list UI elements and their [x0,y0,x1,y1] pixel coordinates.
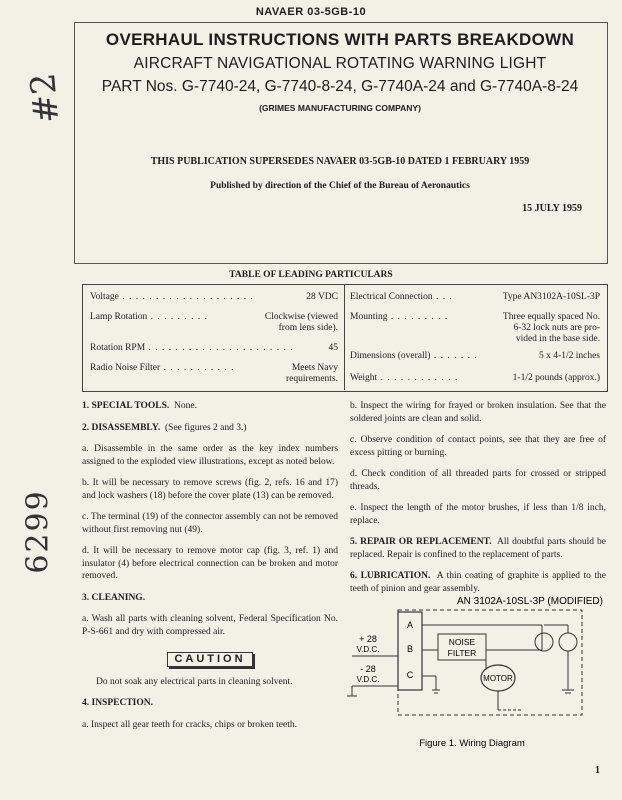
publication-date: 15 JULY 1959 [522,203,582,214]
pin-a-label: A [406,620,414,630]
wiring-diagram [346,590,608,750]
caution-text: Do not soak any electrical parts in cleaning solvent. [96,676,293,687]
connector-label: AN 3102A-10SL-3P (MODIFIED) [457,596,603,607]
plus-voltage: + 28 [359,634,377,644]
table-row: Lamp Rotation . . . . . . . . . Clockwise (viewed from lens side). [90,312,338,333]
table-row: Mounting . . . . . . . . . Three equally spaced No. 6-32 lock nuts are pro- vided in the base side. [350,312,600,344]
table-row: Rotation RPM . . . . . . . . . . . . . . . . . . . . . . 45 [90,343,338,353]
pin-b-label: B [406,644,414,654]
right-column: b. Inspect the wiring for frayed or broken insulation. See that the soldered joints are clean and solid. c. Observe condition of contact points, see that they are free of excess pitting or burning. d. Check condition of all threaded parts for crossed or stripped threads. e. Inspect the length of the motor brushes, if less than 1/8 inch, replace. 5. REPAIR OR REPLACEMENT. All doubtful parts should be replaced. Repair is confined to the replacement of parts. 6. LUBRICATION. A thin coating of graphite is applied to the teeth of pinion and gear assembly. [350,401,606,594]
doc-title: OVERHAUL INSTRUCTIONS WITH PARTS BREAKDOWN [105,30,575,49]
paragraph: b. Inspect the wiring for frayed or broken insulation. See that the soldered joints are clean and solid. [350,401,606,424]
section-heading: 4. INSPECTION. [82,698,153,708]
paragraph: d. It will be necessary to remove motor cap (fig. 3, ref. 1) and insulator (4) before electrical connection can be broken and motor removed. [82,546,338,581]
housing-outline [398,610,582,715]
minus-unit: V.D.C. [356,675,380,684]
paragraph: b. It will be necessary to remove screws (fig. 2, refs. 16 and 17) and lock washers (18) before the cover plate (13) can be removed. [82,478,338,501]
table-divider [344,284,345,390]
paragraph: c. Observe condition of contact points, see that they are free of excess pitting or burning. [350,435,606,458]
manufacturer: (GRIMES MANUFACTURING COMPANY) [259,103,421,113]
lamp-icon [535,633,553,651]
page-number: 1 [595,765,600,776]
table-row: Weight . . . . . . . . . . . . 1-1/2 pounds (approx.) [350,373,600,383]
minus-voltage: - 28 [360,664,376,674]
paragraph: a. Inspect all gear teeth for cracks, chips or broken teeth. [82,719,297,730]
paragraph: e. Inspect the length of the motor brushes, if less than 1/8 inch, replace. [350,503,606,526]
table-row: Electrical Connection . . . Type AN3102A-10SL-3P [350,292,600,302]
paragraph: a. Disassemble in the same order as the key index numbers assigned to the exploded view illustrations, except as noted below. [82,444,338,467]
handwritten-note-1: #2 [22,71,68,125]
table-row: Radio Noise Filter . . . . . . . . . . . Meets Navy requirements. [90,363,338,384]
pin-c-label: C [406,670,414,680]
motor-label: MOTOR [483,674,513,683]
section-heading: 3. CLEANING. [82,592,146,603]
table-row: Dimensions (overall) . . . . . . . 5 x 4-1/2 inches [350,351,600,361]
published-by: Published by direction of the Chief of the Bureau of Aeronautics [210,181,470,191]
paragraph: a. Wash all parts with cleaning solvent, Federal Specification No. P-S-661 and dry with compressed air. [82,614,338,637]
table-row: Voltage . . . . . . . . . . . . . . . . . . . . 28 VDC [90,292,338,302]
doc-subtitle: AIRCRAFT NAVIGATIONAL ROTATING WARNING LIGHT [133,55,547,72]
part-numbers: PART Nos. G-7740-24, G-7740-8-24, G-7740A-24 and G-7740A-8-24 [101,78,579,95]
noise-filter-label: NOISE [448,637,476,647]
supersedes-note: THIS PUBLICATION SUPERSEDES NAVAER 03-5GB-10 DATED 1 FEBRUARY 1959 [150,156,530,167]
handwritten-note-2: 6299 [20,489,56,574]
noise-filter-label: FILTER [447,648,477,658]
caution-label: CAUTION [167,652,252,667]
lamp-icon [559,633,577,651]
paragraph: c. The terminal (19) of the connector assembly can not be removed without first removing nut (49). [82,512,338,535]
left-column: 1. SPECIAL TOOLS. None. 2. DISASSEMBLY. (See figures 2 and 3.) a. Disassemble in the same order as the key index numbers assigned to the exploded view illustrations, except as noted below. b. It will be necessary to remove screws (fig. 2, refs. 16 and 17) and lock washers (18) before the cover plate (13) can be removed. c. The terminal (19) of the connector assembly can not be removed without first removing nut (49). d. It will be necessary to remove motor cap (fig. 3, ref. 1) and insulator (4) before electrical connection can be broken and motor removed. 3. CLEANING. a. Wash all parts with cleaning solvent, Federal Specification No. P-S-661 and dry with compressed air. CAUTION Do not soak any electrical parts in cleaning solvent. 4. INSPECTION. a. Inspect all gear teeth for cracks, chips or broken teeth. [82,401,338,730]
figure-caption: Figure 1. Wiring Diagram [419,738,525,749]
doc-number: NAVAER 03-5GB-10 [255,6,367,18]
table-title: TABLE OF LEADING PARTICULARS [229,270,393,280]
plus-unit: V.D.C. [356,645,380,654]
paragraph: d. Check condition of all threaded parts for crossed or stripped threads. [350,469,606,492]
